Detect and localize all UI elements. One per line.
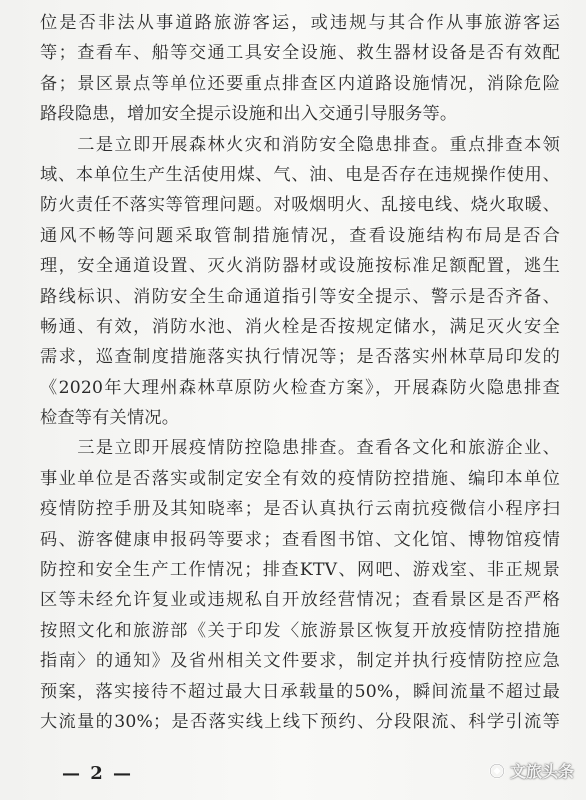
text-line: 预案，落实接待不超过最大日承载量的50%，瞬间流量不超过最 — [40, 681, 560, 702]
text-line: 检查等有关情况。 — [40, 408, 180, 429]
watermark-logo-icon — [488, 762, 506, 780]
text-line: 事业单位是否落实或制定安全有效的疫情防控措施、编印本单位 — [40, 468, 560, 489]
text-line: 码、游客健康申报码等要求；查看图书馆、文化馆、博物馆疫情 — [40, 529, 560, 550]
text-line: 防控和安全生产工作情况；排查KTV、网吧、游戏室、非正规景 — [40, 560, 560, 581]
page-number: — 2 — — [62, 763, 134, 784]
text-line: 区等未经允许复业或违规私自开放经营情况；查看景区是否严格 — [40, 590, 560, 611]
text-line: 二是立即开展森林火灾和消防安全隐患排查。重点排查本领 — [40, 134, 560, 155]
text-line: 防火责任不落实等管理问题。对吸烟明火、乱接电线、烧火取暖、 — [40, 195, 560, 216]
text-line: 理，安全通道设置、灭火消防器材或设施按标准足额配置，逃生 — [40, 256, 560, 277]
text-line: 备；景区景点等单位还要重点排查区内道路设施情况，消除危险 — [40, 73, 560, 94]
text-line: 指南〉的通知》及省州相关文件要求，制定并执行疫情防控应急 — [40, 651, 560, 672]
text-line: 疫情防控手册及其知晓率；是否认真执行云南抗疫微信小程序扫 — [40, 499, 560, 520]
text-line: 按照文化和旅游部《关于印发〈旅游景区恢复开放疫情防控措施 — [40, 620, 560, 641]
text-line: 通风不畅等问题采取管制措施情况，查看设施结构布局是否合 — [40, 225, 560, 246]
text-line: 位是否非法从事道路旅游客运，或违规与其合作从事旅游客运 — [40, 13, 560, 33]
text-line: 《2020年大理州森林草原防火检查方案》，开展森防火隐患排查 — [40, 377, 560, 398]
text-line: 大流量的30%；是否落实线上线下预约、分段限流、科学引流等 — [40, 711, 560, 732]
text-line: 路线标识、消防安全生命通道指引等安全提示、警示是否齐备、 — [40, 286, 560, 307]
document-body — [40, 8, 560, 737]
watermark — [488, 759, 574, 782]
text-line: 三是立即开展疫情防控隐患排查。查看各文化和旅游企业、 — [40, 438, 560, 459]
text-line: 路段隐患，增加安全提示设施和出入交通引导服务等。 — [40, 104, 458, 125]
text-line: 需求，巡查制度措施落实执行情况等；是否落实州林草局印发的 — [40, 347, 560, 368]
text-line: 畅通、有效，消防水池、消火栓是否按规定储水，满足灭火安全 — [40, 316, 560, 337]
text-line: 域、本单位生产生活使用煤、气、油、电是否存在违规操作使用、 — [40, 164, 560, 185]
watermark-text: 文旅头条 — [509, 762, 574, 781]
text-line: 等；查看车、船等交通工具安全设施、救生器材设备是否有效配 — [40, 43, 560, 64]
